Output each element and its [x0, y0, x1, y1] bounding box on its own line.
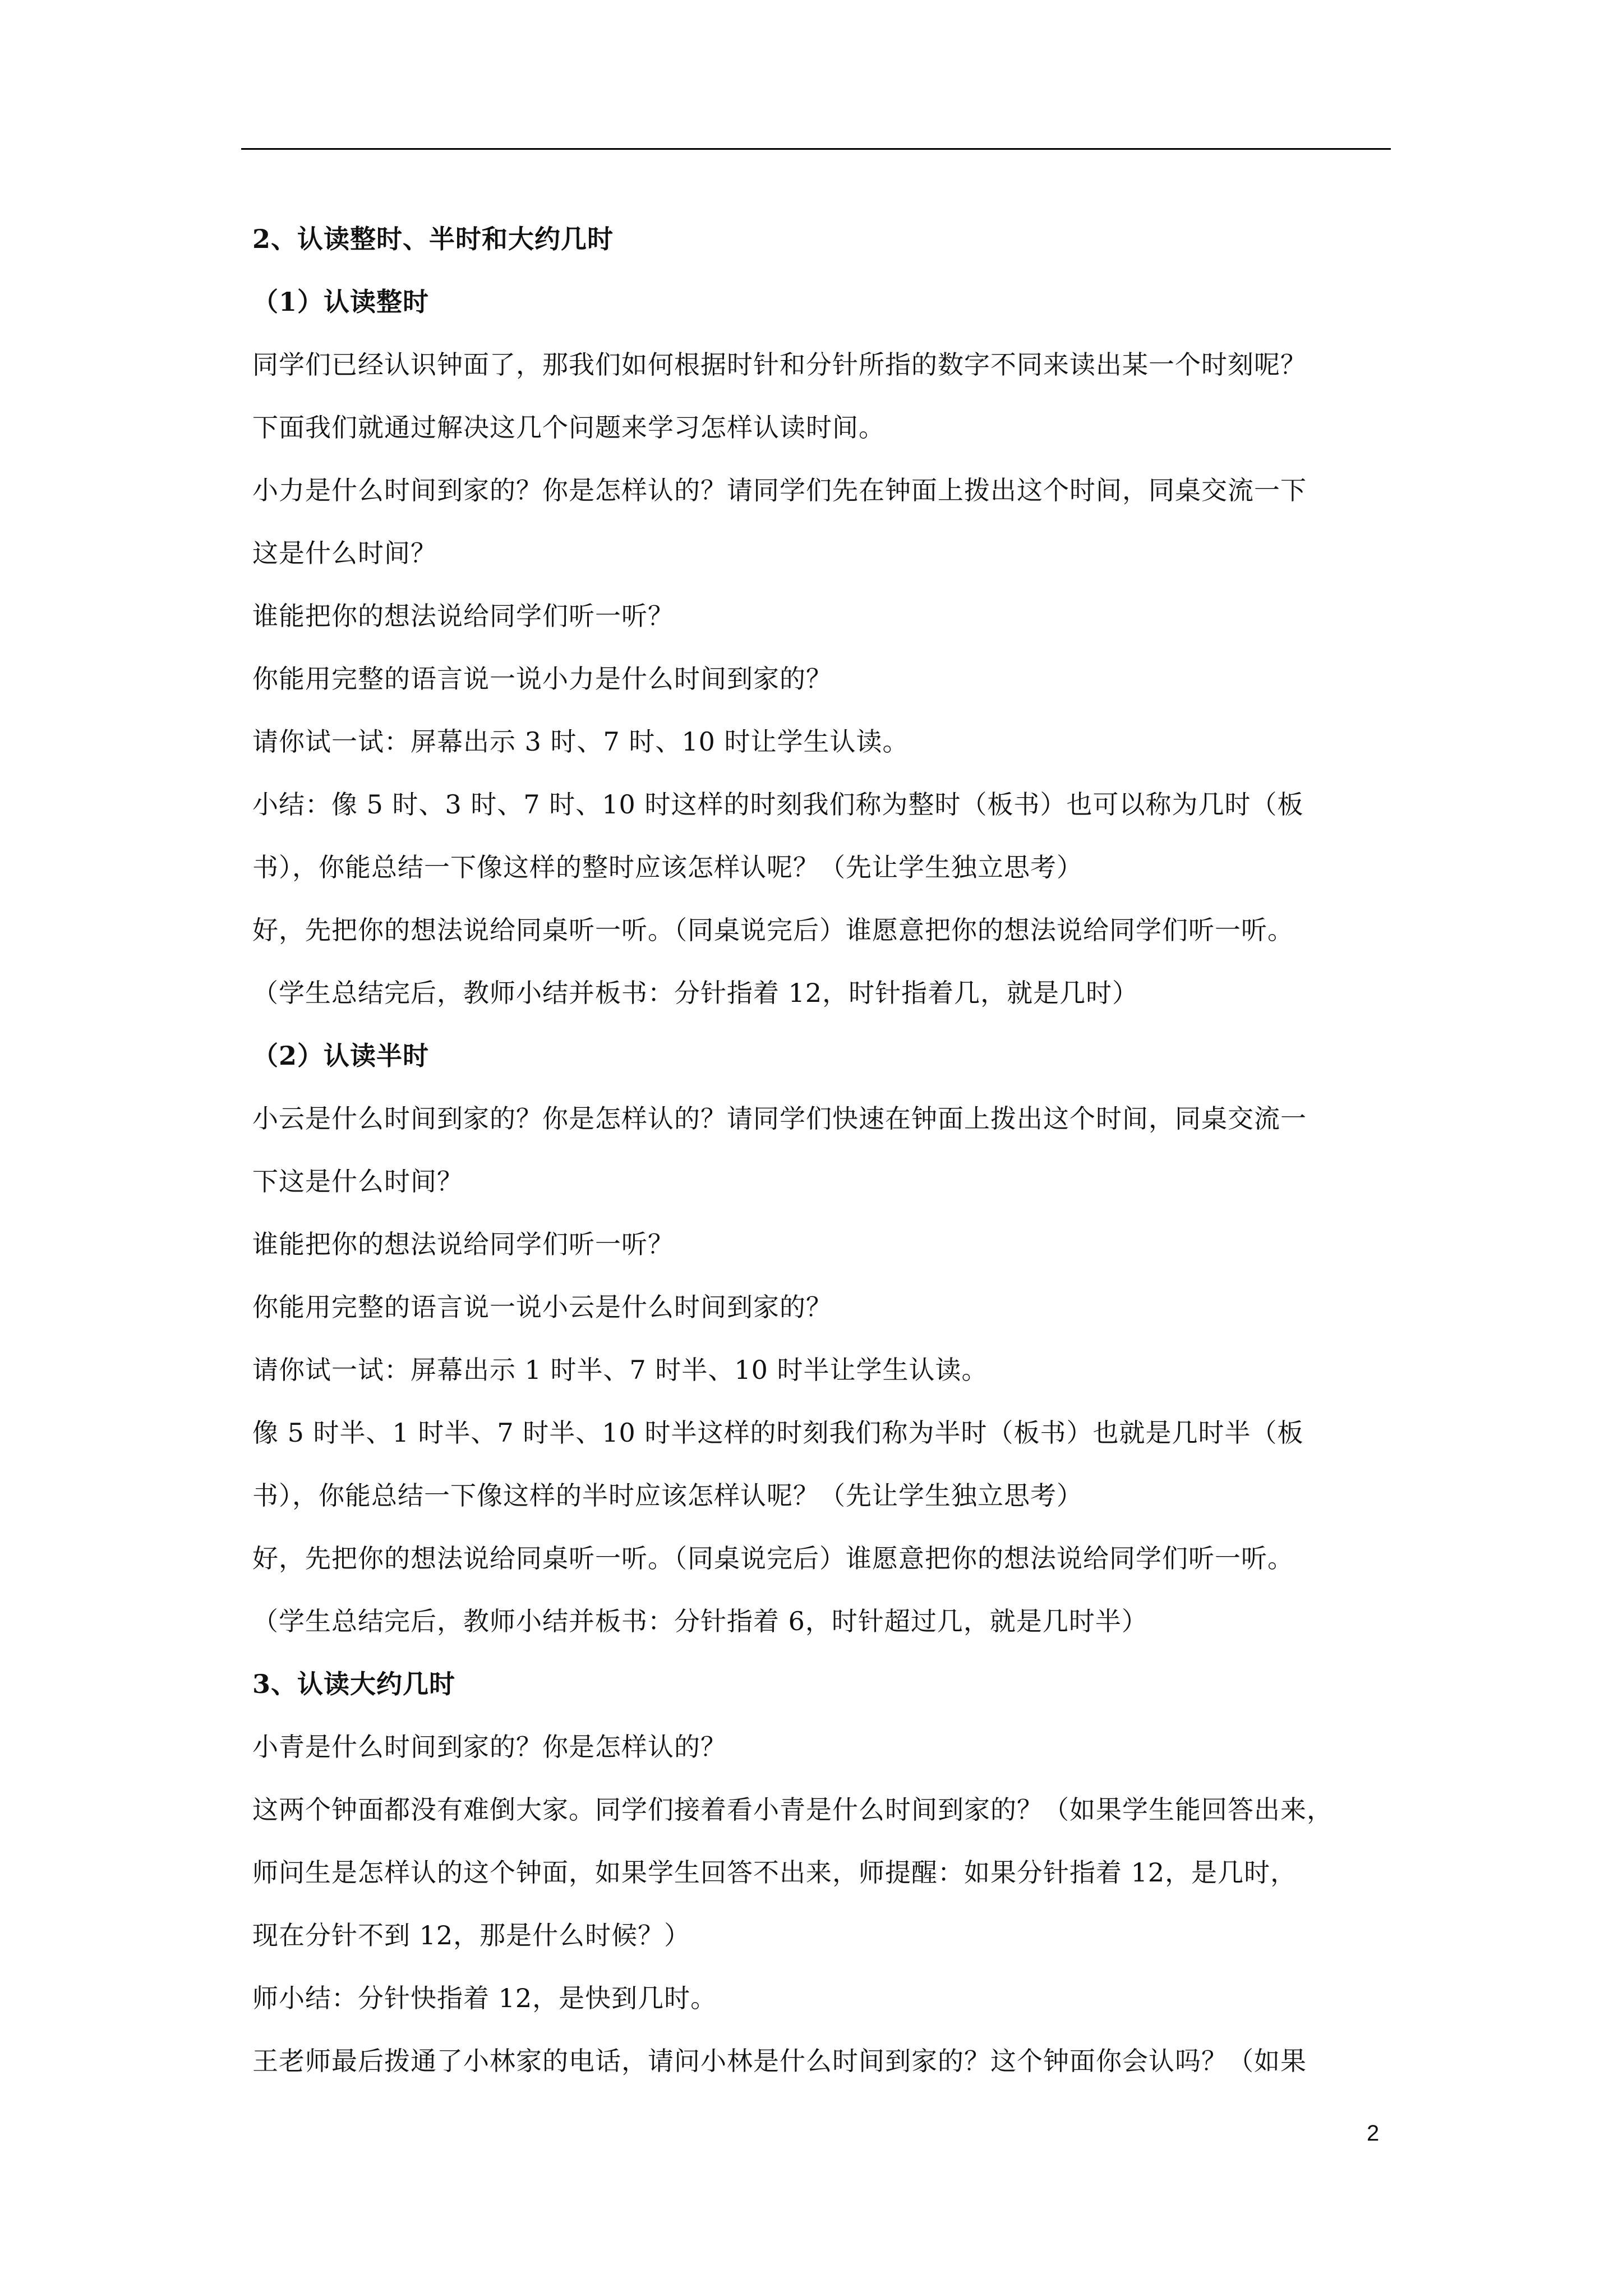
header-rule [241, 148, 1391, 150]
text-line: （学生总结完后，教师小结并板书：分针指着 12，时针指着几，就是几时） [252, 978, 1139, 1008]
section-heading: （2）认读半时 [252, 1041, 430, 1071]
text-line: （学生总结完后，教师小结并板书：分针指着 6，时针超过几，就是几时半） [252, 1606, 1148, 1636]
text-line: 小青是什么时间到家的？你是怎样认的？ [252, 1732, 727, 1762]
text-line: 这两个钟面都没有难倒大家。同学们接着看小青是什么时间到家的？（如果学生能回答出来， [252, 1795, 1333, 1825]
text-line: 请你试一试：屏幕出示 3 时、7 时、10 时让学生认读。 [252, 726, 909, 757]
section-heading: （1）认读整时 [252, 287, 430, 317]
text-line: 谁能把你的想法说给同学们听一听？ [252, 601, 674, 631]
document-body [252, 208, 1391, 2092]
text-line: 这是什么时间？ [252, 538, 437, 568]
text-line: 书），你能总结一下像这样的整时应该怎样认呢？（先让学生独立思考） [252, 852, 1083, 882]
text-line: 同学们已经认识钟面了，那我们如何根据时针和分针所指的数字不同来读出某一个时刻呢？ [252, 349, 1307, 380]
text-line: 下这是什么时间？ [252, 1166, 463, 1197]
text-line: 小结：像 5 时、3 时、7 时、10 时这样的时刻我们称为整时（板书）也可以称为几时（板 [252, 789, 1304, 820]
text-line: 谁能把你的想法说给同学们听一听？ [252, 1229, 674, 1259]
text-line: 好，先把你的想法说给同桌听一听。（同桌说完后）谁愿意把你的想法说给同学们听一听。 [252, 915, 1294, 945]
text-line: 现在分针不到 12，那是什么时候？） [252, 1920, 691, 1950]
section-heading: 2、认读整时、半时和大约几时 [252, 224, 614, 254]
text-line: 你能用完整的语言说一说小力是什么时间到家的？ [252, 664, 832, 694]
text-line: 像 5 时半、1 时半、7 时半、10 时半这样的时刻我们称为半时（板书）也就是几时半（板 [252, 1418, 1304, 1448]
text-line: 小力是什么时间到家的？你是怎样认的？请同学们先在钟面上拨出这个时间，同桌交流一下 [252, 475, 1307, 505]
text-line: 请你试一试：屏幕出示 1 时半、7 时半、10 时半让学生认读。 [252, 1355, 988, 1385]
page-number: 2 [1367, 2121, 1380, 2146]
text-line: 王老师最后拨通了小林家的电话，请问小林是什么时间到家的？这个钟面你会认吗？（如果 [252, 2046, 1307, 2076]
text-line: 小云是什么时间到家的？你是怎样认的？请同学们快速在钟面上拨出这个时间，同桌交流一 [252, 1103, 1307, 1134]
text-line: 师小结：分针快指着 12，是快到几时。 [252, 1983, 717, 2013]
section-heading: 3、认读大约几时 [252, 1669, 456, 1699]
text-line: 好，先把你的想法说给同桌听一听。（同桌说完后）谁愿意把你的想法说给同学们听一听。 [252, 1543, 1294, 1573]
text-line: 师问生是怎样认的这个钟面，如果学生回答不出来，师提醒：如果分针指着 12，是几时， [252, 1857, 1297, 1888]
text-line: 下面我们就通过解决这几个问题来学习怎样认读时间。 [252, 412, 885, 443]
text-line: 你能用完整的语言说一说小云是什么时间到家的？ [252, 1292, 832, 1322]
text-line: 书），你能总结一下像这样的半时应该怎样认呢？（先让学生独立思考） [252, 1480, 1083, 1511]
